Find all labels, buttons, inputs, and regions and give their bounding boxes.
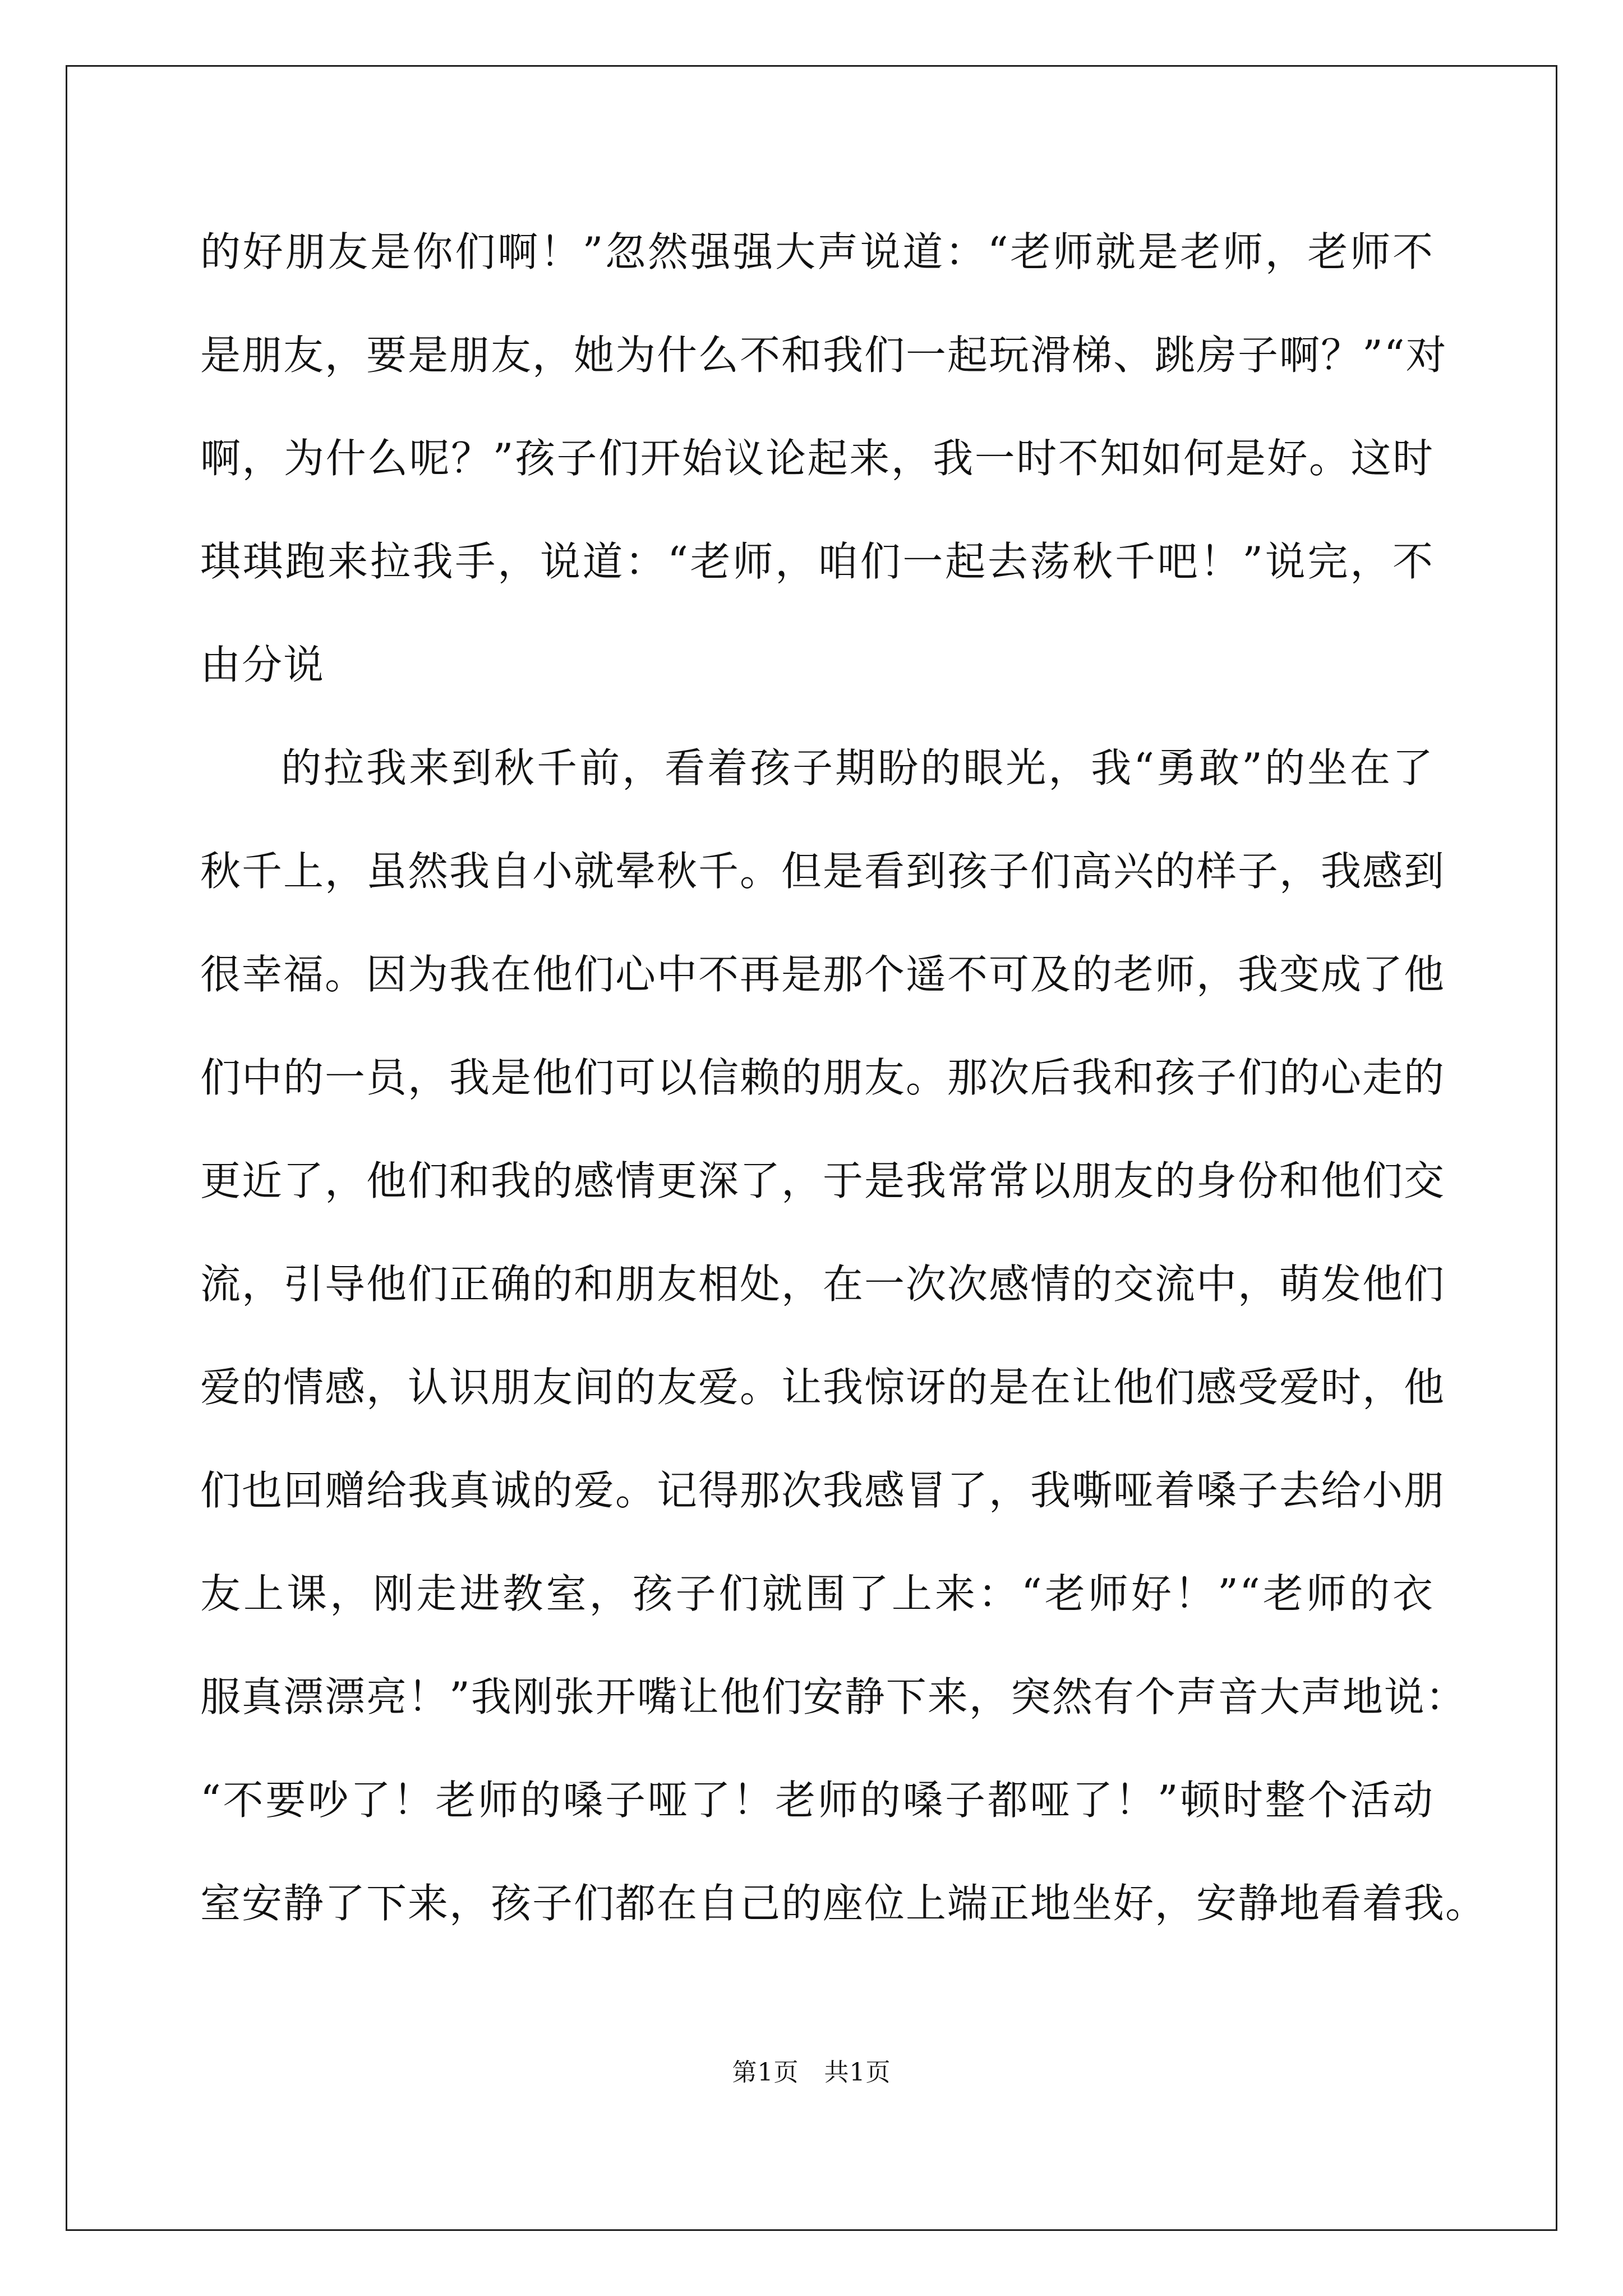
- text-line: “不要吵了！老师的嗓子哑了！老师的嗓子都哑了！”顿时整个活动: [200, 1777, 1434, 1824]
- text-line: 的好朋友是你们啊！”忽然强强大声说道：“老师就是老师，老师不: [200, 228, 1434, 275]
- text-line: 琪琪跑来拉我手，说道：“老师，咱们一起去荡秋千吧！”说完，不: [200, 538, 1434, 585]
- text-line: 爱的情感，认识朋友间的友爱。让我惊讶的是在让他们感受爱时，他: [200, 1364, 1446, 1411]
- text-line: 啊，为什么呢？”孩子们开始议论起来，我一时不知如何是好。这时: [200, 435, 1434, 482]
- text-line: 们也回赠给我真诚的爱。记得那次我感冒了，我嘶哑着嗓子去给小朋: [200, 1467, 1446, 1514]
- page-number: 第1页: [732, 2058, 799, 2087]
- text-line: 室安静了下来，孩子们都在自己的座位上端正地坐好，安静地看着我。: [200, 1880, 1487, 1927]
- text-line: 服真漂漂亮！”我刚张开嘴让他们安静下来，突然有个声音大声地说：: [200, 1673, 1467, 1720]
- text-line: 流，引导他们正确的和朋友相处，在一次次感情的交流中，萌发他们: [200, 1260, 1446, 1308]
- text-line: 们中的一员，我是他们可以信赖的朋友。那次后我和孩子们的心走的: [200, 1054, 1446, 1101]
- page-total: 共1页: [824, 2058, 891, 2087]
- page-footer: [0, 2052, 1623, 2088]
- paragraph-first-line: 的拉我来到秋千前，看着孩子期盼的眼光，我“勇敢”的坐在了: [281, 744, 1434, 792]
- document-body: [200, 200, 1487, 1955]
- text-line: 由分说: [200, 641, 325, 688]
- text-line: 秋千上，虽然我自小就晕秋千。但是看到孩子们高兴的样子，我感到: [200, 848, 1446, 895]
- text-line: 很幸福。因为我在他们心中不再是那个遥不可及的老师，我变成了他: [200, 951, 1446, 998]
- text-line: 更近了，他们和我的感情更深了，于是我常常以朋友的身份和他们交: [200, 1157, 1446, 1204]
- text-line: 友上课，刚走进教室，孩子们就围了上来：“老师好！”“老师的衣: [200, 1570, 1434, 1617]
- text-line: 是朋友，要是朋友，她为什么不和我们一起玩滑梯、跳房子啊？”“对: [200, 332, 1447, 379]
